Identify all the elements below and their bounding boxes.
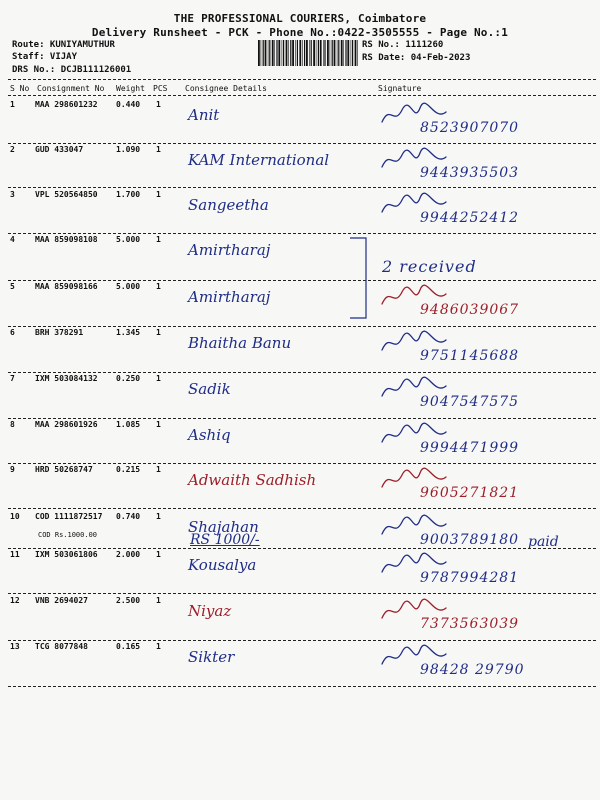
row-consignment: IXM 503061806: [35, 550, 98, 559]
row-consignment: IXM 503084132: [35, 374, 98, 383]
row-consignee-note: RS 1000/-: [190, 532, 260, 548]
row-signature-number: 9944252412: [420, 210, 520, 226]
row-signature-number: 9486039067: [420, 302, 520, 318]
row-sno: 3: [10, 190, 15, 199]
row-pcs: 1: [156, 145, 161, 154]
row-consignee: Ashiq: [188, 426, 231, 444]
row-signature-number: 8523907070: [420, 120, 520, 136]
row-pcs: 1: [156, 550, 161, 559]
row-signature-number: 98428 29790: [420, 662, 525, 678]
row-consignment: VPL 520564850: [35, 190, 98, 199]
row-consignee: Amirtharaj: [188, 288, 271, 306]
row-sno: 6: [10, 328, 15, 337]
rs-number: RS No.: 1111260: [362, 40, 444, 50]
row-weight: 5.000: [116, 282, 141, 291]
row-pcs: 1: [156, 465, 161, 474]
row-consignee: Amirtharaj: [188, 241, 271, 259]
row-sno: 12: [10, 596, 20, 605]
row-signature-number: 7373563039: [420, 616, 520, 632]
header-divider-top: [8, 79, 596, 80]
row-sno: 11: [10, 550, 20, 559]
drs-number: DRS No.: DCJB111126001: [12, 65, 132, 75]
col-consignment: Consignment No: [37, 84, 105, 93]
row-consignment: VNB 2694027: [35, 596, 88, 605]
row-pcs: 1: [156, 642, 161, 651]
row-signature-number: 9003789180: [420, 532, 520, 548]
row-signature-number: 9047547575: [420, 394, 520, 410]
row-weight: 0.165: [116, 642, 141, 651]
row-sno: 9: [10, 465, 15, 474]
row-divider: [8, 233, 596, 234]
row-consignment: MAA 298601232: [35, 100, 98, 109]
row-signature-number: 9787994281: [420, 570, 520, 586]
row-consignment: MAA 859098166: [35, 282, 98, 291]
row-consignment: GUD 433047: [35, 145, 84, 154]
row-weight: 0.250: [116, 374, 141, 383]
row-sno: 1: [10, 100, 15, 109]
row-consignee: KAM International: [188, 151, 330, 169]
row-pcs: 1: [156, 420, 161, 429]
col-sno: S No: [10, 84, 30, 93]
row-sno: 5: [10, 282, 15, 291]
row-consignee: Anit: [188, 106, 220, 124]
row-sno: 4: [10, 235, 15, 244]
row-consignment: HRD 50268747: [35, 465, 93, 474]
row-signature-number: 2 received: [382, 257, 477, 276]
row-consignment: BRH 378291: [35, 328, 84, 337]
row-consignee: Sadik: [188, 380, 231, 398]
staff-label: Staff: VIJAY: [12, 52, 78, 62]
row-divider: [8, 640, 596, 641]
row-pcs: 1: [156, 100, 161, 109]
row-divider: [8, 593, 596, 594]
row-weight: 0.740: [116, 512, 141, 521]
row-consignee: Adwaith Sadhish: [188, 471, 317, 489]
row-signature-number: 9994471999: [420, 440, 520, 456]
row-pcs: 1: [156, 328, 161, 337]
row-consignee: Niyaz: [188, 602, 232, 620]
row-pcs: 1: [156, 512, 161, 521]
row-pcs: 1: [156, 282, 161, 291]
row-signature-number: 9443935503: [420, 165, 520, 181]
row-pcs: 1: [156, 235, 161, 244]
row-pcs: 1: [156, 374, 161, 383]
row-divider: [8, 187, 596, 188]
header-divider-bottom: [8, 95, 596, 96]
row-weight: 1.085: [116, 420, 141, 429]
row-divider: [8, 326, 596, 327]
row-divider: [8, 463, 596, 464]
row-cod-amount: COD Rs.1000.00: [38, 531, 98, 539]
col-consignee: Consignee Details: [185, 84, 267, 93]
row-consignee: Shajahan: [188, 518, 259, 536]
col-weight: Weight: [116, 84, 145, 93]
row-consignment: TCG 8077848: [35, 642, 88, 651]
row-consignment: MAA 298601926: [35, 420, 98, 429]
company-title: THE PROFESSIONAL COURIERS, Coimbatore: [173, 12, 427, 25]
row-weight: 1.345: [116, 328, 141, 337]
row-weight: 0.440: [116, 100, 141, 109]
row-weight: 2.500: [116, 596, 141, 605]
row-consignee: Sangeetha: [188, 196, 269, 214]
row-pcs: 1: [156, 190, 161, 199]
route-label: Route: KUNIYAMUTHUR: [12, 40, 115, 50]
row-weight: 2.000: [116, 550, 141, 559]
row-divider: [8, 508, 596, 509]
row-signature-number: 9751145688: [420, 348, 520, 364]
row-consignment: MAA 859098108: [35, 235, 98, 244]
col-signature: Signature: [378, 84, 422, 93]
row-sno: 2: [10, 145, 15, 154]
row-consignee: Bhaitha Banu: [188, 334, 292, 352]
row-divider: [8, 686, 596, 687]
col-pcs: PCS: [153, 84, 168, 93]
row-divider: [8, 372, 596, 373]
row-pcs: 1: [156, 596, 161, 605]
barcode-image: [258, 40, 358, 66]
row-weight: 5.000: [116, 235, 141, 244]
row-consignee: Sikter: [188, 648, 235, 666]
row-sno: 8: [10, 420, 15, 429]
runsheet-subtitle: Delivery Runsheet - PCK - Phone No.:0422-3505555 - Page No.:1: [91, 26, 509, 39]
row-consignee: Kousalya: [188, 556, 257, 574]
row-consignment: COD 1111872517: [35, 512, 103, 521]
row-sno: 7: [10, 374, 15, 383]
rs-date: RS Date: 04-Feb-2023: [362, 53, 471, 63]
row-divider: [8, 143, 596, 144]
row-signature-number: 9605271821: [420, 485, 520, 501]
row-sno: 10: [10, 512, 20, 521]
row-weight: 0.215: [116, 465, 141, 474]
row-divider: [8, 548, 596, 549]
row-divider: [8, 418, 596, 419]
row-sno: 13: [10, 642, 20, 651]
row-signature-note: paid: [528, 534, 559, 550]
row-weight: 1.700: [116, 190, 141, 199]
row-divider: [8, 280, 596, 281]
row-weight: 1.090: [116, 145, 141, 154]
bracket-mark: [346, 236, 372, 320]
